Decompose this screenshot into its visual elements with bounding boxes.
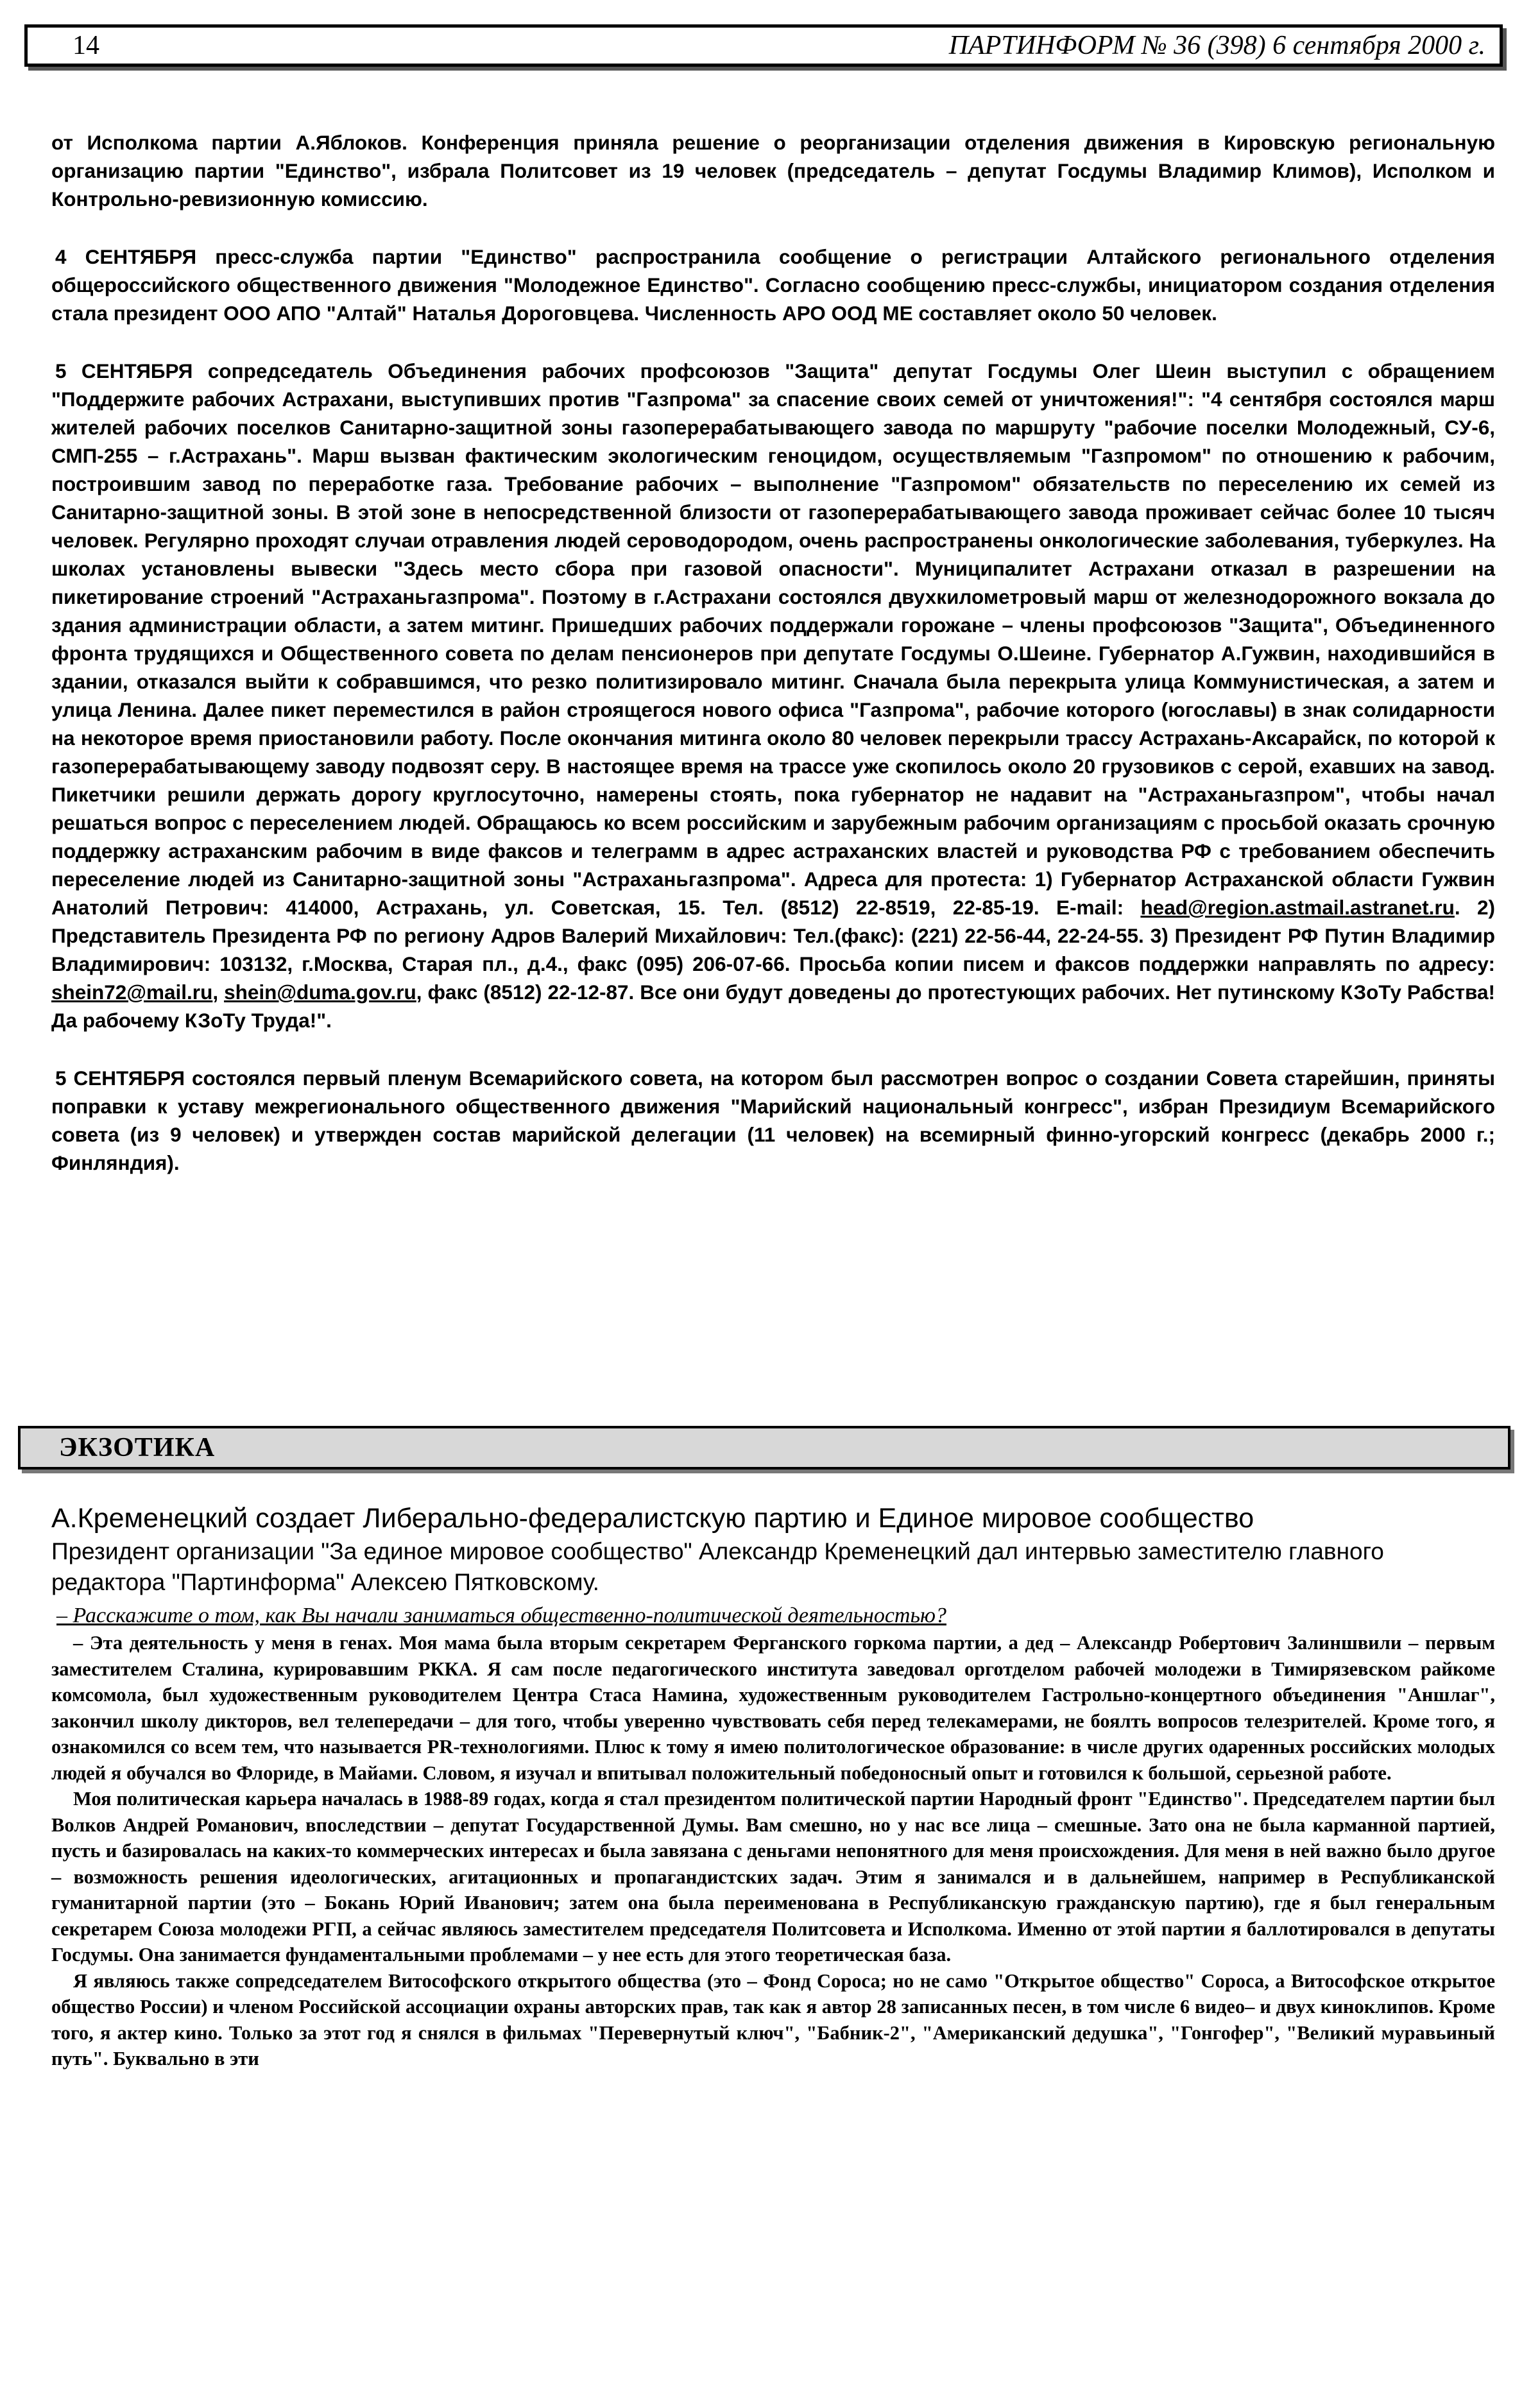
news-item-text: , факс (8512) 22-12-87. Все они будут доведены до протестующих рабочих. Нет путинскому КЗоТу Рабства! Да рабочему КЗоТу Труда!". [51, 981, 1495, 1032]
interview-question: – Расскажите о том, как Вы начали заниматься общественно-политической деятельностью? [56, 1604, 946, 1627]
article-paragraph: – Эта деятельность у меня в генах. Моя мама была вторым секретарем Ферганского горкома партии, а дед – Александр Робертович Залиншвили – первым заместителем Сталина, курировавшим РККА. Я сам после педагогического института заведовал орготделом рабочей молодежи в Тимирязевском райкоме комсомола, был художественным руководителем Центра Стаса Намина, художественным руководителем Гастрольно-концертного объединения "Аншлаг", закончил школу дикторов, вел телепередачи – для того, чтобы уверенно чувствовать себя перед телекамерами, не боялть вопросов телезрителей. Кроме того, я ознакомился со всем тем, что называется PR-технологиями. Плюс к тому я имею политологическое образование: в числе других одаренных российских молодых людей я обучался во Флориде, в Майами. Словом, я изучал и впитывал положительный победоносный опыт и готовился к большой, серьезной работе. [51, 1632, 1495, 1784]
email-link[interactable]: shein@duma.gov.ru [224, 981, 416, 1004]
email-link[interactable]: shein72@mail.ru [51, 981, 213, 1004]
news-item-text: 4 СЕНТЯБРЯ пресс-служба партии "Единство" распространила сообщение о регистрации Алтайского регионального отделения общероссийского общественного движения "Молодежное Единство". Согласно сообщению пресс-службы, инициатором создания отделения стала президент ООО АПО "Алтай" Наталья Дороговцева. Численность АРО ООД МЕ составляет около 50 человек. [51, 245, 1495, 325]
section-heading-bar [18, 1426, 1510, 1469]
separator: , [212, 981, 225, 1004]
news-chronicle [51, 128, 1495, 1206]
page-header [24, 24, 1503, 67]
email-link[interactable]: head@region.astmail.astranet.ru [1140, 896, 1455, 919]
article-body [51, 1630, 1495, 2072]
news-item [51, 243, 1495, 327]
news-item [51, 1064, 1495, 1177]
article-lead: Президент организации "За единое мировое сообщество" Александр Кременецкий дал интервью заместителю главного редактора "Партинформа" Алексею Пятковскому. [51, 1538, 1384, 1595]
article-paragraph: Моя политическая карьера началась в 1988-89 годах, когда я стал президентом политической партии Народный фронт "Единство". Председателем партии был Волков Андрей Романович, впоследствии – депутат Государственной Думы. Вам смешно, но у нас все лица – смешные. Зато она не была карманной партией, пусть и базировалась на каких-то коммерческих интересах и была завязана с деньгами непонятного для меня происхождения. Для меня в ней важно было другое – возможность решения идеологических, агитационных и пропагандистских задач. Этим я занимался и в дальнейшем, например в Республиканской гуманитарной партии (это – Бокань Юрий Иванович; затем она была переименована в Республиканскую гражданскую партию), где я был генеральным секретарем Союза молодежи РГП, а сейчас являюсь заместителем председателя Политсовета и Исполкома. Именно от этой партии я баллотировался в депутаты Госдумы. Она занимается фундаментальными проблемами – у нее есть для этого теоретическая база. [51, 1788, 1495, 1966]
news-item-text: . 2) Представитель Президента РФ по региону Адров Валерий Михайлович: Тел.(факс): (221) 22-56-44, 22-24-55. 3) Президент РФ Путин Владимир Владимирович: 103132, г.Москва, Старая пл., д.4., факс (095) 206-07-66. Просьба копии писем и факсов поддержки направлять по адресу: [51, 896, 1495, 975]
news-item [51, 357, 1495, 1034]
news-item-text: 5 СЕНТЯБРЯ сопредседатель Объединения рабочих профсоюзов "Защита" депутат Госдумы Олег Шеин выступил с обращением "Поддержите рабочих Астрахани, выступивших против "Газпрома" за спасение своих семей от уничтожения!": "4 сентября состоялся марш жителей рабочих поселков Санитарно-защитной зоны газоперерабатывающего завода по маршруту "рабочие поселки Молодежный, СУ-6, СМП-255 – г.Астрахань". Марш вызван фактическим экологическим геноцидом, осуществляемым "Газпромом" по отношению к рабочим, построившим завод по переработке газа. Требование рабочих – выполнение "Газпромом" обязательств по переселению их семей из Санитарно-защитной зоны. В этой зоне в непосредственной близости от газоперерабатывающего завода проживает сейчас более 10 тысяч человек. Регулярно проходят случаи отравления людей сероводородом, очень распространены онкологические заболевания, туберкулез. На школах установлены вывески "Здесь место сбора при газовой опасности". Муниципалитет Астрахани отказал в разрешении на пикетирование строений "Астраханьгазпрома". Поэтому в г.Астрахани состоялся двухкилометровый марш от железнодорожного вокзала до здания администрации области, а затем митинг. Пришедших рабочих поддержали горожане – члены профсоюзов "Защита", Объединенного фронта трудящихся и Общественного совета по делам пенсионеров при депутате Госдумы О.Шеине. Губернатор А.Гужвин, находившийся в здании, отказался выйти к собравшимся, что резко политизировало митинг. Сначала была перекрыта улица Коммунистическая, а затем и улица Ленина. Далее пикет переместился в район строящегося нового офиса "Газпрома", рабочие которого (югославы) в знак солидарности на некоторое время приостановили работу. После окончания митинга около 80 человек перекрыли трассу Астрахань-Аксарайск, по которой к газоперерабатывающему заводу подвозят серу. В настоящее время на трассе уже скопилось около 20 грузовиков с серой, ехавших на завод. Пикетчики решили держать дорогу круглосуточно, намерены стоять, пока губернатор не надавит на "Астраханьгазпром", чтобы начал решаться вопрос с переселением людей. Обращаюсь ко всем российским и зарубежным рабочим организациям с просьбой оказать срочную поддержку астраханским рабочим в виде факсов и телеграмм в адрес астраханских властей и руководства РФ с требованием обеспечить переселение людей из Санитарно-защитной зоны "Астраханьгазпрома". Адреса для протеста: 1) Губернатор Астраханской области Гужвин Анатолий Петрович: 414000, Астрахань, ул. Советская, 15. Тел. (8512) 22-8519, 22-85-19. E-mail: [51, 359, 1495, 919]
news-item-text: 5 СЕНТЯБРЯ состоялся первый пленум Всемарийского совета, на котором был рассмотрен вопрос о создании Совета старейшин, приняты поправки к уставу межрегионального общественного движения "Марийский национальный конгресс", избран Президиум Всемарийского совета (из 9 человек) и утвержден состав марийской делегации (11 человек) на всемирный финно-угорский конгресс (декабрь 2000 г.; Финляндия). [51, 1067, 1495, 1174]
publication-info: ПАРТИНФОРМ № 36 (398) 6 сентября 2000 г. [948, 31, 1485, 60]
news-item-text: от Исполкома партии А.Яблоков. Конференция приняла решение о реорганизации отделения движения в Кировскую региональную организацию партии "Единство", избрала Политсовет из 19 человек (председатель – депутат Госдумы Владимир Климов), Исполком и Контрольно-ревизионную комиссию. [51, 131, 1495, 210]
interview-article [51, 1500, 1495, 2072]
page-number: 14 [73, 31, 99, 60]
article-paragraph: Я являюсь также сопредседателем Витософского открытого общества (это – Фонд Сороса; но не само "Открытое общество" Сороса, а Витософское открытое общество России) и членом Российской ассоциации охраны авторских прав, так как я автор 28 записанных песен, в том числе 6 видео– и двух киноклипов. Кроме того, я актер кино. Только за этот год я снялся в фильмах "Перевернутый ключ", "Бабник-2", "Американский дедушка", "Гонгофер", "Великий муравьиный путь". Буквально в эти [51, 1969, 1495, 2069]
article-headline: А.Кременецкий создает Либерально-федералистскую партию и Единое мировое сообщество [51, 1503, 1254, 1534]
news-item [51, 128, 1495, 213]
section-title: ЭКЗОТИКА [59, 1433, 216, 1462]
